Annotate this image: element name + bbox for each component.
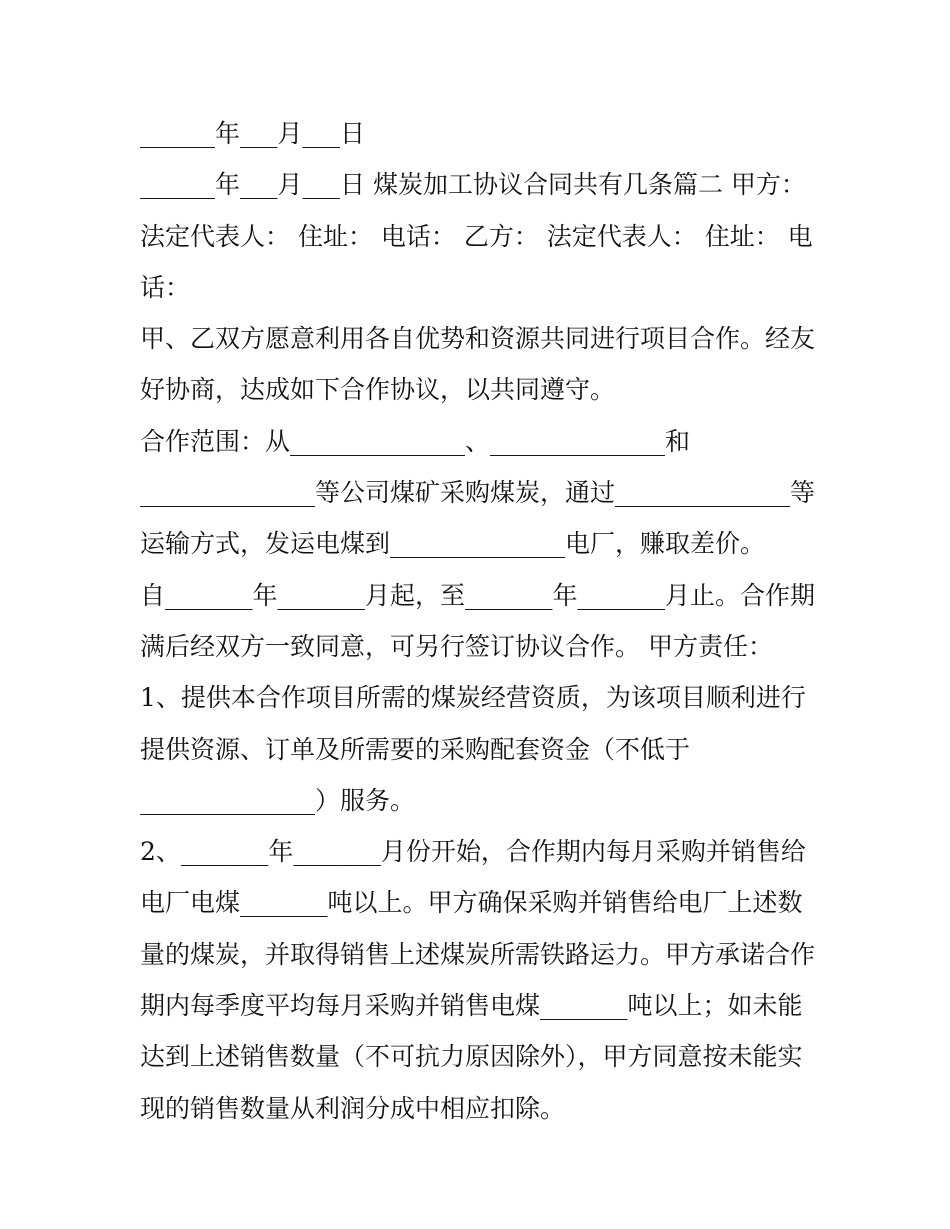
party-info-line: 话： [140, 272, 191, 302]
body-text-line: 自_______年_______月起，至_______年_______月止。合作期 [140, 580, 816, 610]
date-line: ______年___月___日 [140, 119, 366, 148]
party-info-line: 法定代表人： 住址： 电话： 乙方： 法定代表人： 住址： 电 [140, 221, 813, 251]
clause-line: 提供资源、订单及所需要的采购配套资金（不低于 [140, 734, 691, 764]
clause-line: 达到上述销售数量（不可抗力原因除外），甲方同意按未能实 [140, 1042, 803, 1072]
clause-line: 1、提供本合作项目所需的煤炭经营资质，为该项目顺利进行 [140, 683, 806, 713]
body-text-line: 好协商，达成如下合作协议，以共同遵守。 [140, 375, 616, 405]
clause-line: 量的煤炭，并取得销售上述煤炭所需铁路运力。甲方承诺合作 [140, 939, 816, 969]
document-body [140, 108, 820, 1134]
body-text-line: 甲、乙双方愿意利用各自优势和资源共同进行项目合作。经友 [140, 324, 816, 354]
clause-line: 期内每季度平均每月采购并销售电煤_______吨以上；如未能 [140, 991, 803, 1021]
title-line: ______年___月___日 煤炭加工协议合同共有几条篇二 甲方： [140, 170, 806, 200]
body-text-line: 合作范围：从______________、______________和 [140, 426, 691, 456]
body-text-line: ______________等公司煤矿采购煤炭，通过______________等 [140, 478, 816, 508]
body-text-line: 运输方式，发运电煤到______________电厂，赚取差价。 [140, 529, 766, 559]
clause-line: ______________）服务。 [140, 785, 416, 815]
clause-line: 现的销售数量从利润分成中相应扣除。 [140, 1093, 566, 1123]
clause-line: 电厂电煤_______吨以上。甲方确保采购并销售给电厂上述数 [140, 888, 803, 918]
clause-line: 2、_______年_______月份开始，合作期内每月采购并销售给 [140, 837, 806, 867]
body-text-line: 满后经双方一致同意，可另行签订协议合作。 甲方责任： [140, 631, 773, 661]
